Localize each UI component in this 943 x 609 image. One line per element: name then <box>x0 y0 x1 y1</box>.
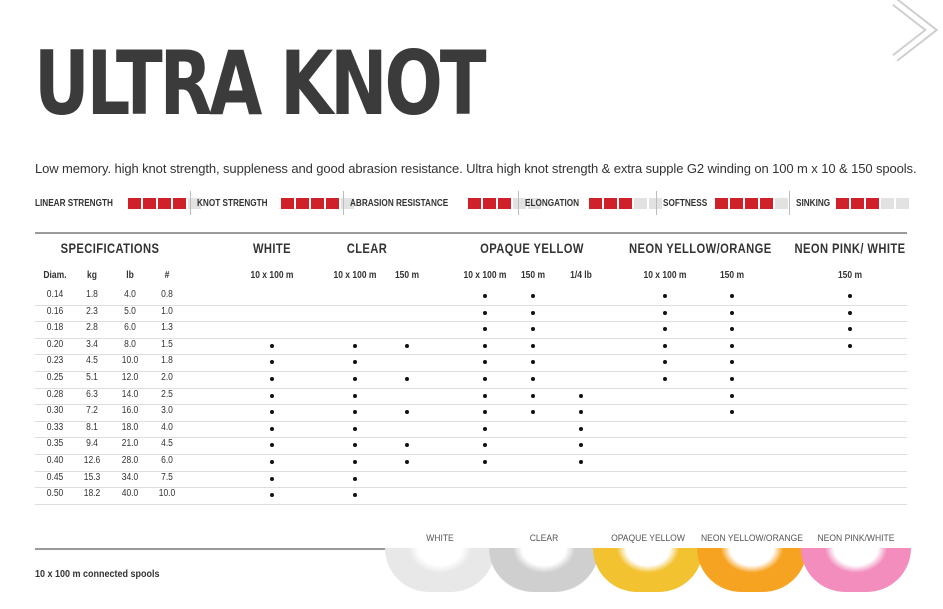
availability-dot <box>483 327 487 331</box>
rating-pip <box>896 198 909 209</box>
availability-column-header: 150 m <box>837 270 863 281</box>
cell-num: 10.0 <box>158 488 176 500</box>
availability-dot <box>579 443 583 447</box>
availability-dot <box>270 477 274 481</box>
cell-diam: 0.25 <box>46 372 64 383</box>
cell-lb: 21.0 <box>121 438 139 450</box>
cell-lb: 4.0 <box>124 289 136 300</box>
availability-dot <box>730 360 734 364</box>
rating-pip <box>760 198 773 209</box>
availability-dot <box>848 327 852 331</box>
table-row <box>35 321 907 339</box>
product-title: ULTRA KNOT <box>34 32 484 135</box>
availability-dot <box>579 460 583 464</box>
availability-dot <box>579 427 583 431</box>
cell-diam: 0.40 <box>46 455 64 466</box>
rating-pip <box>836 198 849 209</box>
spool-swatch <box>801 548 911 592</box>
availability-dot <box>663 311 667 315</box>
column-group-header: NEON YELLOW/ORANGE <box>629 240 772 256</box>
availability-dot <box>483 443 487 447</box>
availability-dot <box>531 344 535 348</box>
availability-dot <box>270 344 274 348</box>
cell-num: 0.8 <box>161 289 173 300</box>
availability-dot <box>730 327 734 331</box>
availability-column-header: 10 x 100 m <box>250 270 294 281</box>
rating-pip <box>468 198 481 209</box>
cell-kg: 15.3 <box>83 471 101 483</box>
cell-kg: 8.1 <box>86 421 98 433</box>
spec-column-header: Diam. <box>43 270 67 281</box>
spool-swatch <box>697 548 807 592</box>
table-row <box>35 338 907 356</box>
availability-dot <box>483 427 487 431</box>
availability-column-header: 10 x 100 m <box>463 270 507 281</box>
availability-dot <box>270 377 274 381</box>
cell-lb: 16.0 <box>121 405 139 417</box>
rating-pip <box>881 198 894 209</box>
cell-kg: 5.1 <box>86 372 98 383</box>
swatch-label: NEON YELLOW/ORANGE <box>700 533 803 544</box>
cell-kg: 12.6 <box>83 455 101 466</box>
rating-pips <box>715 198 788 209</box>
product-description: Low memory. high knot strength, suppleness and good abrasion resistance. Ultra high knot strength & extra supple G2 winding on 100 m x 10 & 150 spools. <box>35 161 917 176</box>
availability-column-header: 150 m <box>719 270 745 281</box>
availability-dot <box>353 460 357 464</box>
column-group-header: OPAQUE YELLOW <box>480 240 584 256</box>
column-group-header: CLEAR <box>346 240 388 256</box>
availability-dot <box>270 427 274 431</box>
cell-lb: 12.0 <box>121 372 139 383</box>
availability-dot <box>270 460 274 464</box>
spec-column-header: lb <box>126 270 134 281</box>
table-row <box>35 305 907 323</box>
availability-dot <box>531 410 535 414</box>
availability-dot <box>730 344 734 348</box>
availability-dot <box>663 294 667 298</box>
table-row <box>35 288 907 306</box>
availability-dot <box>848 344 852 348</box>
rating-label: SINKING <box>796 197 831 209</box>
availability-dot <box>353 394 357 398</box>
rating-label: SOFTNESS <box>663 197 708 209</box>
rating-pip <box>498 198 511 209</box>
rating-label: ELONGATION <box>525 197 580 209</box>
cell-num: 2.5 <box>161 388 173 400</box>
availability-dot <box>663 360 667 364</box>
swatch-label: CLEAR <box>529 533 559 544</box>
availability-dot <box>531 377 535 381</box>
availability-dot <box>531 394 535 398</box>
rating-pip <box>173 198 186 209</box>
availability-dot <box>663 377 667 381</box>
rating-pip <box>143 198 156 209</box>
cell-kg: 4.5 <box>86 355 98 367</box>
cell-diam: 0.28 <box>46 388 64 400</box>
rating-pip <box>483 198 496 209</box>
spec-header: SPECIFICATIONS <box>60 240 160 256</box>
cell-lb: 14.0 <box>121 388 139 400</box>
cell-diam: 0.20 <box>46 338 64 350</box>
table-row <box>35 487 907 505</box>
availability-dot <box>270 493 274 497</box>
availability-dot <box>353 344 357 348</box>
table-row <box>35 354 907 372</box>
availability-dot <box>353 360 357 364</box>
availability-dot <box>270 410 274 414</box>
spool-swatch <box>593 548 703 592</box>
table-top-rule <box>35 232 907 234</box>
availability-dot <box>405 460 409 464</box>
cell-lb: 8.0 <box>124 338 136 350</box>
rating-pips <box>836 198 909 209</box>
cell-num: 2.0 <box>161 372 173 383</box>
availability-column-header: 150 m <box>394 270 420 281</box>
availability-dot <box>353 493 357 497</box>
cell-kg: 3.4 <box>86 338 98 350</box>
rating-label: ABRASION RESISTANCE <box>350 197 449 209</box>
cell-num: 3.0 <box>161 405 173 417</box>
availability-dot <box>270 443 274 447</box>
availability-dot <box>353 443 357 447</box>
availability-column-header: 150 m <box>520 270 546 281</box>
chevron-right-icon[interactable] <box>891 0 941 62</box>
availability-dot <box>483 311 487 315</box>
table-row <box>35 454 907 472</box>
cell-lb: 28.0 <box>121 455 139 466</box>
availability-dot <box>730 294 734 298</box>
rating-pip <box>311 198 324 209</box>
cell-diam: 0.30 <box>46 405 64 417</box>
availability-dot <box>483 460 487 464</box>
availability-dot <box>730 311 734 315</box>
cell-lb: 10.0 <box>121 355 139 367</box>
swatch-label: WHITE <box>426 533 454 544</box>
rating-pip <box>326 198 339 209</box>
rating-pip <box>604 198 617 209</box>
cell-kg: 9.4 <box>86 438 98 450</box>
rating-pips <box>589 198 662 209</box>
swatch-label: NEON PINK/WHITE <box>817 533 895 544</box>
rating-pip <box>851 198 864 209</box>
cell-diam: 0.16 <box>46 305 64 317</box>
cell-num: 7.5 <box>161 471 173 483</box>
ratings-bar <box>35 191 907 215</box>
cell-num: 1.5 <box>161 338 173 350</box>
availability-dot <box>531 327 535 331</box>
cell-lb: 5.0 <box>124 305 136 317</box>
rating-pip <box>745 198 758 209</box>
availability-dot <box>483 410 487 414</box>
availability-dot <box>353 477 357 481</box>
availability-dot <box>483 344 487 348</box>
cell-num: 4.5 <box>161 438 173 450</box>
footnote: 10 x 100 m connected spools <box>35 569 160 580</box>
availability-column-header: 1/4 lb <box>570 270 592 281</box>
table-row <box>35 404 907 422</box>
rating-abrasion-resistance <box>343 191 518 215</box>
bottom-rule <box>35 548 390 550</box>
cell-kg: 2.8 <box>86 322 98 334</box>
table-row <box>35 471 907 489</box>
spec-column-header: # <box>164 270 170 281</box>
cell-diam: 0.33 <box>46 421 64 433</box>
availability-dot <box>270 360 274 364</box>
rating-pip <box>619 198 632 209</box>
cell-num: 4.0 <box>161 421 173 433</box>
rating-pip <box>128 198 141 209</box>
column-group-header: WHITE <box>252 240 292 256</box>
rating-pip <box>158 198 171 209</box>
availability-dot <box>483 377 487 381</box>
cell-lb: 40.0 <box>121 488 139 500</box>
availability-dot <box>579 394 583 398</box>
cell-num: 1.0 <box>161 305 173 317</box>
availability-dot <box>405 410 409 414</box>
cell-diam: 0.14 <box>46 289 64 300</box>
cell-kg: 2.3 <box>86 305 98 317</box>
cell-kg: 7.2 <box>86 405 98 417</box>
availability-dot <box>405 344 409 348</box>
availability-dot <box>405 443 409 447</box>
spool-swatch <box>385 548 495 592</box>
availability-dot <box>531 311 535 315</box>
cell-kg: 6.3 <box>86 388 98 400</box>
cell-lb: 18.0 <box>121 421 139 433</box>
cell-diam: 0.23 <box>46 355 64 367</box>
rating-pip <box>775 198 788 209</box>
availability-dot <box>483 294 487 298</box>
availability-dot <box>663 344 667 348</box>
rating-pip <box>715 198 728 209</box>
cell-diam: 0.35 <box>46 438 64 450</box>
rating-pip <box>730 198 743 209</box>
rating-elongation <box>518 191 656 215</box>
availability-column-header: 10 x 100 m <box>333 270 377 281</box>
availability-dot <box>405 377 409 381</box>
rating-label: KNOT STRENGTH <box>197 197 268 209</box>
cell-diam: 0.45 <box>46 471 64 483</box>
availability-dot <box>579 410 583 414</box>
availability-dot <box>730 377 734 381</box>
rating-pip <box>866 198 879 209</box>
swatch-label: OPAQUE YELLOW <box>611 533 685 544</box>
cell-num: 1.8 <box>161 355 173 367</box>
availability-dot <box>353 377 357 381</box>
rating-linear-strength <box>35 191 190 215</box>
cell-lb: 6.0 <box>124 322 136 334</box>
rating-softness <box>656 191 789 215</box>
rating-sinking <box>789 191 907 215</box>
cell-kg: 1.8 <box>86 289 98 300</box>
table-row <box>35 371 907 389</box>
cell-kg: 18.2 <box>83 488 101 500</box>
rating-knot-strength <box>190 191 343 215</box>
cell-num: 6.0 <box>161 455 173 466</box>
availability-dot <box>483 360 487 364</box>
rating-pip <box>589 198 602 209</box>
column-group-header: NEON PINK/ WHITE <box>794 240 906 256</box>
availability-dot <box>270 394 274 398</box>
availability-dot <box>483 394 487 398</box>
cell-diam: 0.50 <box>46 488 64 500</box>
availability-dot <box>353 427 357 431</box>
availability-dot <box>730 394 734 398</box>
availability-dot <box>663 327 667 331</box>
spec-column-header: kg <box>87 270 97 281</box>
table-row <box>35 388 907 406</box>
rating-pip <box>634 198 647 209</box>
availability-dot <box>353 410 357 414</box>
cell-lb: 34.0 <box>121 471 139 483</box>
availability-dot <box>531 294 535 298</box>
rating-pip <box>296 198 309 209</box>
rating-pip <box>281 198 294 209</box>
table-row <box>35 437 907 455</box>
cell-num: 1.3 <box>161 322 173 334</box>
table-row <box>35 421 907 439</box>
rating-label: LINEAR STRENGTH <box>35 197 113 209</box>
spool-swatch <box>489 548 599 592</box>
availability-dot <box>730 410 734 414</box>
availability-column-header: 10 x 100 m <box>643 270 687 281</box>
cell-diam: 0.18 <box>46 322 64 334</box>
availability-dot <box>848 294 852 298</box>
availability-dot <box>848 311 852 315</box>
availability-dot <box>531 360 535 364</box>
